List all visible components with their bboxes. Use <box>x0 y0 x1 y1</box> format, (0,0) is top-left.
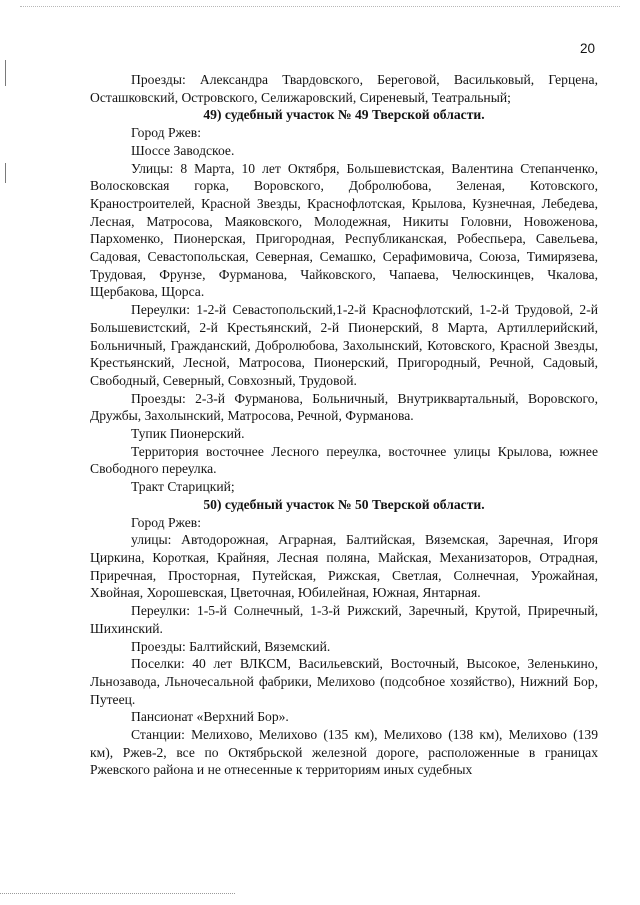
paragraph: Станции: Мелихово, Мелихово (135 км), Мелихово (138 км), Мелихово (139 км), Ржев-2, все по Октябрьской железной дороге, расположенные в границах Ржевского района и не отнесенные к территориям иных судебных <box>90 727 598 778</box>
paragraph: Переулки: 1-2-й Севастопольский,1-2-й Краснофлотский, 1-2-й Трудовой, 2-й Большевистский, 2-й Крестьянский, 2-й Пионерский, 8 Марта, Артиллерийский, Больничный, Гражданский, Добролюбова, Захолынский, Котовского, Красной Звезды, Крестьянский, Лесной, Матросова, Пионерский, Пригородный, Речной, Садовый, Свободный, Северный, Совхозный, Трудовой. <box>90 302 598 388</box>
paragraph: Территория восточнее Лесного переулка, восточнее улицы Крылова, южнее Свободного переулка. <box>90 443 598 477</box>
paragraph: Проезды: Александра Твардовского, Береговой, Васильковый, Герцена, Осташковский, Островского, Селижаровский, Сиреневый, Театральный; <box>90 72 598 105</box>
paragraph: Улицы: 8 Марта, 10 лет Октября, Большевистская, Валентина Степанченко, Волосковская горка, Воровского, Добролюбова, Зеленая, Котовского, Краностроителей, Красной Звезды, Краснофлотская, Крылова, Кузнечная, Лебедева, Лесная, Матросова, Маяковского, Молодежная, Никиты Головни, Новоженова, Пархоменко, Пионерская, Пригородная, Республиканская, Робеспьера, Савельева, Садовая, Севастопольская, Северная, Семашко, Серафимовича, Союза, Тимирязева, Трудовая, Фрунзе, Фурманова, Чайковского, Чапаева, Челюскинцев, Чкалова, Щербакова, Щорса. <box>90 160 598 300</box>
paragraph: Тракт Старицкий; <box>131 479 235 495</box>
paragraph: Поселки: 40 лет ВЛКСМ, Васильевский, Восточный, Высокое, Зеленькино, Льнозавода, Льночесальной фабрики, Мелихово (подсобное хозяйство), Нижний Бор, Путеец. <box>90 656 598 707</box>
paragraph: Город Ржев: <box>131 514 201 530</box>
paragraph: Город Ржев: <box>131 125 201 141</box>
paragraph: Пансионат «Верхний Бор». <box>131 709 289 725</box>
scan-noise-bottom <box>0 893 235 895</box>
document-body <box>90 71 598 779</box>
page-number: 20 <box>580 41 596 56</box>
paragraph: Шоссе Заводское. <box>131 142 235 158</box>
paragraph: Проезды: Балтийский, Вяземский. <box>131 638 331 654</box>
paragraph: Проезды: 2-3-й Фурманова, Больничный, Внутриквартальный, Воровского, Дружбы, Захолынский, Матросова, Речной, Фурманова. <box>90 390 598 424</box>
section-heading: 49) судебный участок № 49 Тверской области. <box>203 107 485 123</box>
paragraph: Тупик Пионерский. <box>131 426 245 442</box>
section-heading: 50) судебный участок № 50 Тверской области. <box>203 496 485 512</box>
paragraph: Переулки: 1-5-й Солнечный, 1-3-й Рижский, Заречный, Крутой, Приречный, Шихинский. <box>90 603 598 636</box>
margin-mark <box>5 60 6 86</box>
margin-mark <box>5 163 6 183</box>
scan-noise-top <box>20 6 620 8</box>
paragraph: улицы: Автодорожная, Аграрная, Балтийская, Вяземская, Заречная, Игоря Циркина, Короткая, Крайняя, Лесная поляна, Майская, Механизаторов, Отрадная, Приречная, Просторная, Путейская, Рижская, Светлая, Солнечная, Урожайная, Хвойная, Хорошевская, Цветочная, Юбилейная, Южная, Янтарная. <box>90 532 598 601</box>
